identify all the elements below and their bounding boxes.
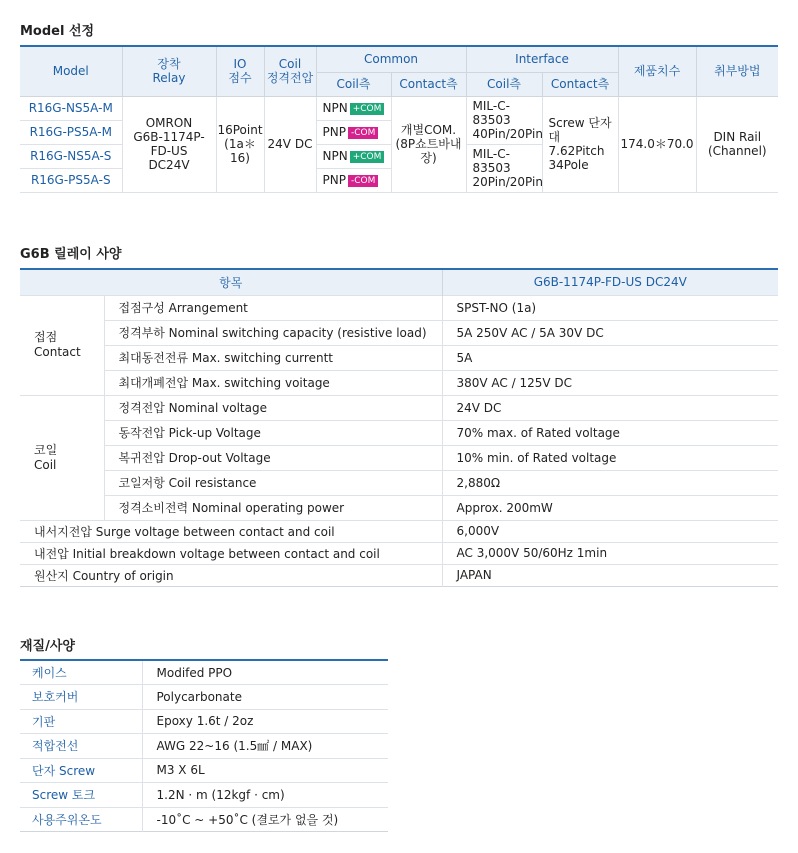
material-key: 사용주위온도 — [20, 807, 142, 832]
spec-value: 5A — [442, 345, 778, 370]
contact-group-label: 접점 Contact — [20, 295, 104, 395]
material-key: 적합전선 — [20, 734, 142, 759]
header-common-contact: Contact측 — [391, 72, 466, 96]
spec-item: 최대동전전류 Max. switching currentt — [104, 345, 442, 370]
material-value: -10˚C ~ +50˚C (결로가 없을 것) — [142, 807, 388, 832]
spec-value: 2,880Ω — [442, 470, 778, 495]
spec-item: 복귀전압 Drop-out Voltage — [104, 445, 442, 470]
model-cell: R16G-NS5A-S — [20, 144, 122, 168]
common-coil-cell: NPN +COM — [316, 96, 391, 120]
material-value: Polycarbonate — [142, 685, 388, 710]
com-badge: -COM — [348, 127, 378, 139]
spec-value: Approx. 200mW — [442, 495, 778, 520]
header-interface-contact: Contact측 — [542, 72, 618, 96]
material-key: 기판 — [20, 709, 142, 734]
common-coil-cell: PNP -COM — [316, 120, 391, 144]
material-table — [20, 659, 388, 832]
size-cell: 174.0＊70.0 — [618, 96, 696, 192]
spec-value: SPST-NO (1a) — [442, 295, 778, 320]
model-cell: R16G-PS5A-S — [20, 168, 122, 192]
model-cell: R16G-NS5A-M — [20, 96, 122, 120]
header-size: 제품치수 — [618, 46, 696, 96]
com-badge: +COM — [350, 151, 385, 163]
header-relay: 장착 Relay — [122, 46, 216, 96]
interface-contact-cell: Screw 단자대 7.62Pitch 34Pole — [542, 96, 618, 192]
interface-coil-m-cell: MIL-C-83503 40Pin/20Pin — [466, 96, 542, 144]
common-coil-cell: PNP -COM — [316, 168, 391, 192]
coil-group-label: 코일 Coil — [20, 395, 104, 520]
material-value: Modifed PPO — [156, 665, 233, 680]
model-section-title: Model 선정 — [20, 24, 95, 39]
header-common: Common — [316, 46, 466, 72]
spec-table — [20, 268, 778, 587]
header-mounting: 취부방법 — [696, 46, 778, 96]
spec-item: 동작전압 Pick-up Voltage — [104, 420, 442, 445]
spec-header-value: G6B-1174P-FD-US DC24V — [442, 269, 778, 295]
relay-cell: OMRON G6B-1174P- FD-US DC24V — [122, 96, 216, 192]
spec-item: 접점구성 Arrangement — [104, 295, 442, 320]
spec-section-title: G6B 릴레이 사양 — [20, 247, 122, 262]
spec-item: 내서지전압 Surge voltage between contact and coil — [20, 520, 442, 542]
interface-coil-s-cell: MIL-C-83503 20Pin/20Pin — [466, 144, 542, 192]
material-key: 보호커버 — [20, 685, 142, 710]
material-key: Screw 토크 — [20, 783, 142, 808]
header-coil: Coil 정격전압 — [264, 46, 316, 96]
model-table — [20, 45, 778, 193]
spec-item: 최대개폐전압 Max. switching voitage — [104, 370, 442, 395]
material-value: AWG 22~16 (1.5㎟ / MAX) — [142, 734, 388, 759]
spec-value: 6,000V — [442, 520, 778, 542]
header-model: Model — [20, 46, 122, 96]
spec-item: 정격부하 Nominal switching capacity (resistive load) — [104, 320, 442, 345]
header-interface-coil: Coil측 — [466, 72, 542, 96]
mounting-cell: DIN Rail (Channel) — [696, 96, 778, 192]
spec-item: 정격전압 Nominal voltage — [104, 395, 442, 420]
coil-voltage-cell: 24V DC — [264, 96, 316, 192]
header-common-coil: Coil측 — [316, 72, 391, 96]
spec-item: 원산지 Country of origin — [20, 564, 442, 586]
spec-value: 24V DC — [442, 395, 778, 420]
material-value: M3 X 6L — [142, 758, 388, 783]
material-value: 1.2N · m (12kgf · cm) — [142, 783, 388, 808]
spec-item: 내전압 Initial breakdown voltage between contact and coil — [20, 542, 442, 564]
header-interface: Interface — [466, 46, 618, 72]
material-key: 단자 Screw — [20, 758, 142, 783]
common-coil-cell: NPN +COM — [316, 144, 391, 168]
spec-header-item: 항목 — [20, 269, 442, 295]
spec-item: 코일저항 Coil resistance — [104, 470, 442, 495]
spec-value: 70% max. of Rated voltage — [442, 420, 778, 445]
com-badge: +COM — [350, 103, 385, 115]
spec-value: 380V AC / 125V DC — [442, 370, 778, 395]
spec-item: 정격소비전력 Nominal operating power — [104, 495, 442, 520]
material-section-title: 재질/사양 — [20, 639, 75, 654]
com-badge: -COM — [348, 175, 378, 187]
material-value: Epoxy 1.6t / 2oz — [142, 709, 388, 734]
spec-value: AC 3,000V 50/60Hz 1min — [442, 542, 778, 564]
header-io: IO 점수 — [216, 46, 264, 96]
spec-value: JAPAN — [442, 564, 778, 586]
spec-value: 10% min. of Rated voltage — [442, 445, 778, 470]
model-cell: R16G-PS5A-M — [20, 120, 122, 144]
spec-value: 5A 250V AC / 5A 30V DC — [442, 320, 778, 345]
material-key: 케이스 — [20, 660, 142, 685]
io-cell: 16Point (1a＊16) — [216, 96, 264, 192]
common-contact-cell: 개별COM. (8P쇼트바내장) — [391, 96, 466, 192]
